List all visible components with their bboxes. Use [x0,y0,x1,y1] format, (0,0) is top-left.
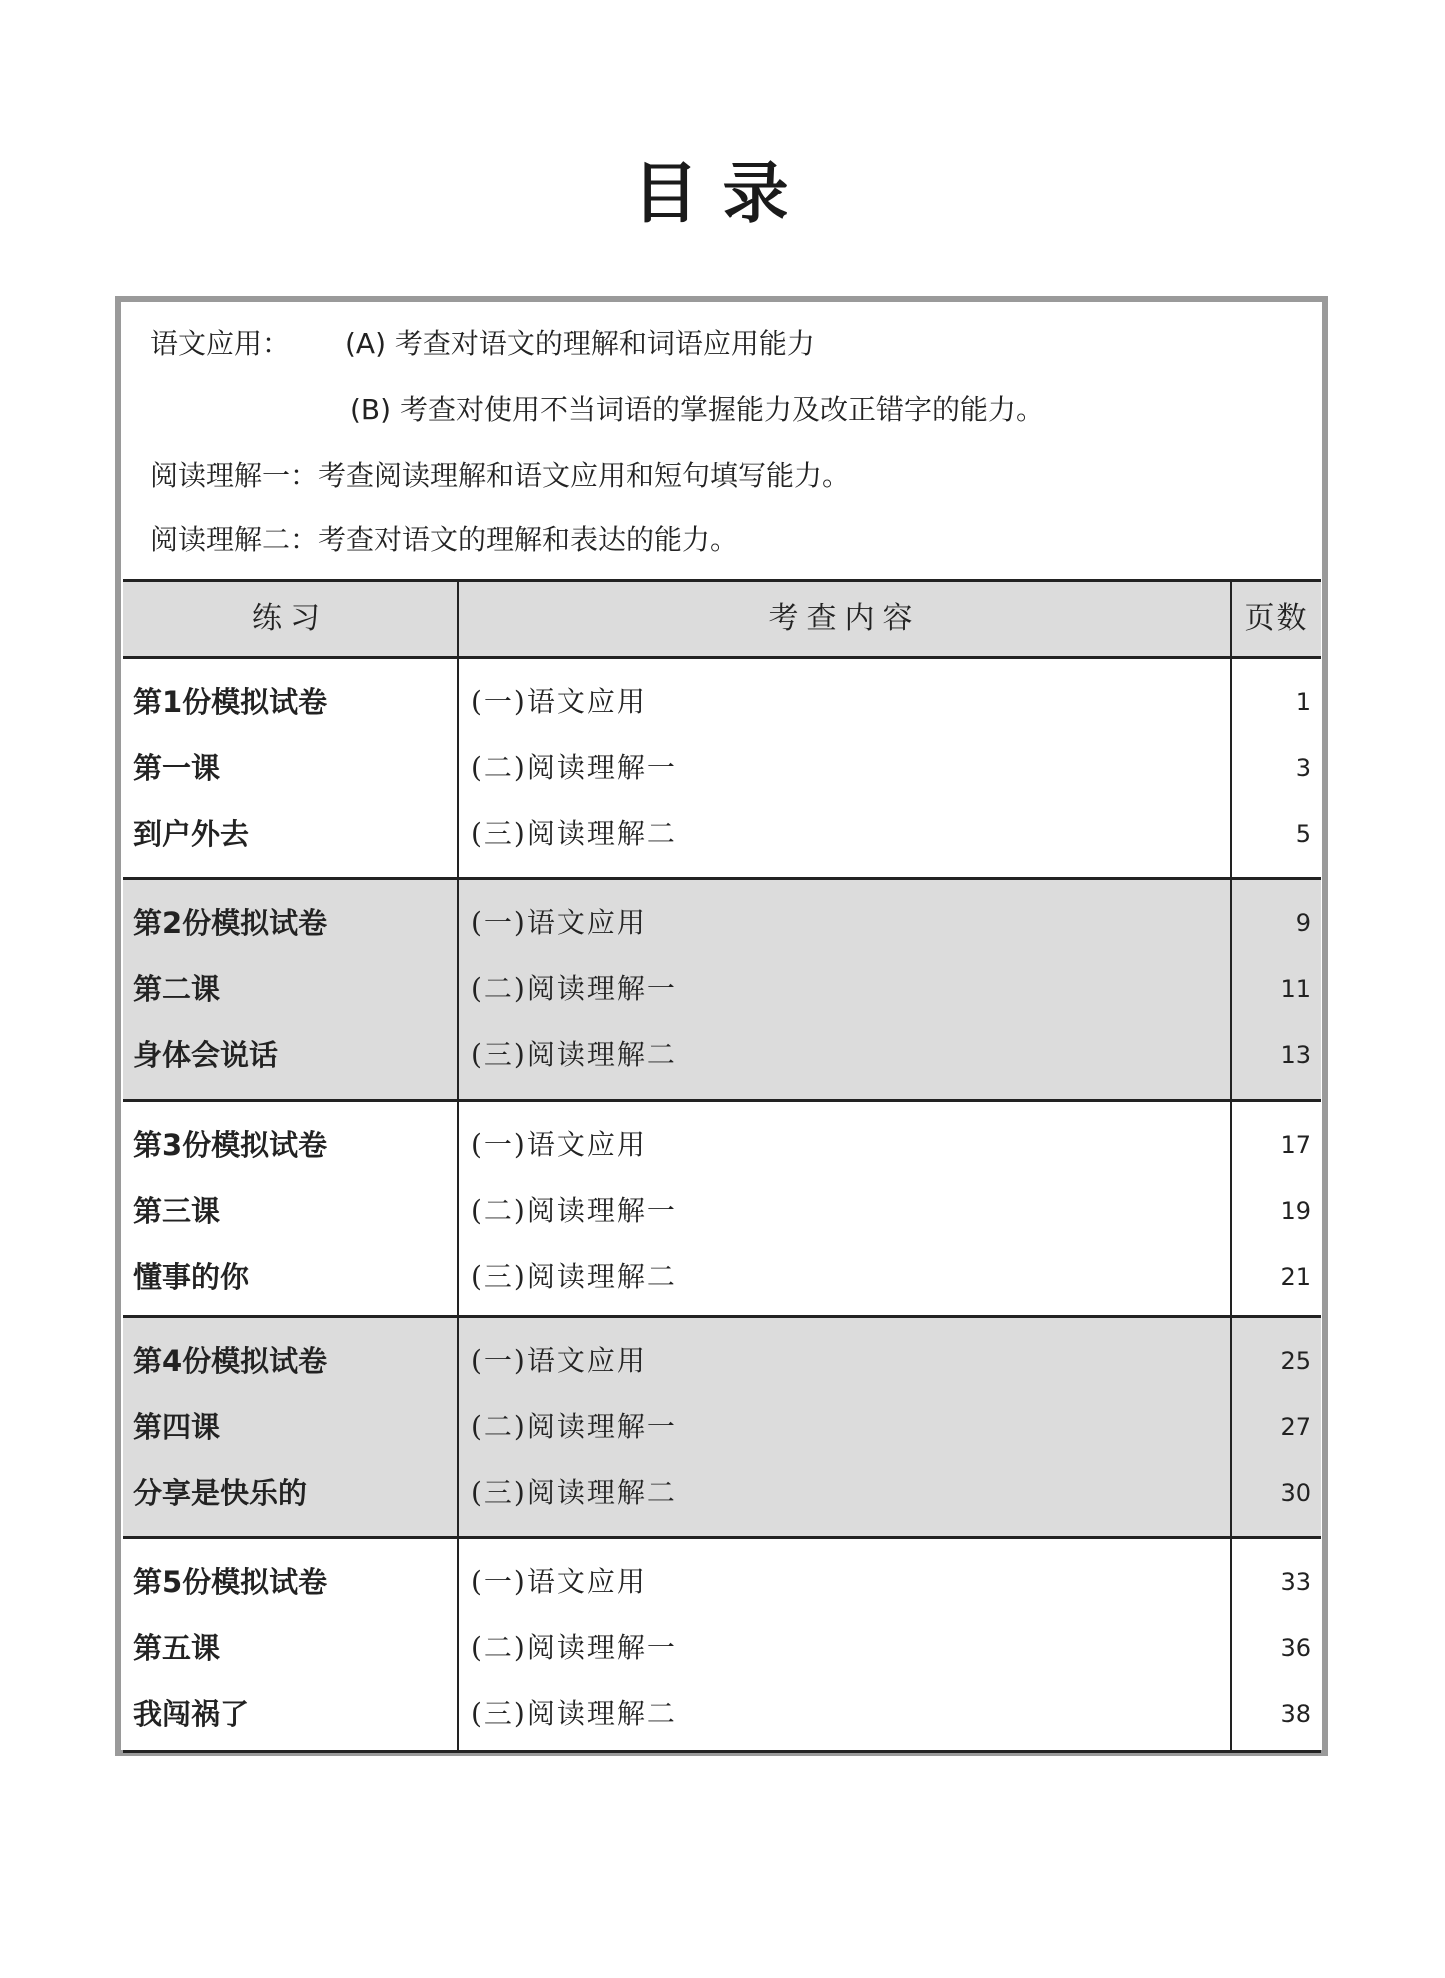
intro-line [150,322,815,362]
table-row [123,1549,1321,1615]
page-cell: 5 [1295,820,1311,848]
content-cell: (一)语文应用 [471,685,647,718]
exercise-cell: 身体会说话 [133,1038,279,1072]
content-cell: (二)阅读理解一 [471,751,677,784]
page-cell: 30 [1280,1479,1311,1507]
content-cell: (二)阅读理解一 [471,972,677,1005]
table-row [123,1460,1321,1526]
page-cell: 11 [1280,975,1311,1003]
content-cell: (一)语文应用 [471,1128,647,1161]
page-cell: 1 [1295,688,1311,716]
page-cell: 3 [1295,754,1311,782]
page-cell: 25 [1280,1347,1311,1375]
exercise-cell: 第2份模拟试卷 [133,906,328,940]
content-cell: (二)阅读理解一 [471,1194,677,1227]
content-cell: (二)阅读理解一 [471,1410,677,1443]
table-group [123,1102,1321,1318]
exercise-cell: 懂事的你 [133,1260,250,1294]
table-row [123,1178,1321,1244]
page-cell: 38 [1280,1700,1311,1728]
table-row [123,735,1321,801]
exercise-cell: 第二课 [133,972,221,1006]
table-row [123,1244,1321,1310]
intro-line [150,454,850,494]
exercise-cell: 分享是快乐的 [133,1476,308,1510]
page-cell: 13 [1280,1041,1311,1069]
table-group [123,1318,1321,1539]
table-row [123,1112,1321,1178]
page-cell: 17 [1280,1131,1311,1159]
table-group [123,880,1321,1102]
content-cell: (三)阅读理解二 [471,1038,677,1071]
intro-label: 阅读理解一： [150,459,319,492]
intro-text: 考查阅读理解和语文应用和短句填写能力。 [318,459,851,492]
page-cell: 36 [1280,1634,1311,1662]
exercise-cell: 第三课 [133,1194,221,1228]
exercise-cell: 第5份模拟试卷 [133,1565,328,1599]
content-cell: (一)语文应用 [471,1565,647,1598]
table-row [123,1681,1321,1747]
intro-text: (A) 考查对语文的理解和词语应用能力 [345,327,815,360]
intro-line [350,388,1044,428]
page-cell: 27 [1280,1413,1311,1441]
exercise-cell: 第4份模拟试卷 [133,1344,328,1378]
table-row [123,1615,1321,1681]
content-cell: (一)语文应用 [471,1344,647,1377]
page-cell: 33 [1280,1568,1311,1596]
table-row [123,890,1321,956]
table-group [123,659,1321,880]
table-row [123,801,1321,867]
table-row [123,1328,1321,1394]
page-title: 目录 [632,155,813,232]
content-cell: (三)阅读理解二 [471,1697,677,1730]
exercise-cell: 第一课 [133,751,221,785]
exercise-cell: 到户外去 [133,817,250,851]
exercise-cell: 第1份模拟试卷 [133,685,328,719]
page-cell: 21 [1280,1263,1311,1291]
intro-label: 阅读理解二： [150,523,319,556]
exercise-cell: 第四课 [133,1410,221,1444]
exercise-cell: 第五课 [133,1631,221,1665]
header-exercise: 练习 [252,601,328,636]
intro-line [150,518,738,558]
table-row [123,669,1321,735]
intro-text: 考查对语文的理解和表达的能力。 [318,523,739,556]
content-cell: (三)阅读理解二 [471,817,677,850]
content-cell: (一)语文应用 [471,906,647,939]
header-pages: 页数 [1244,601,1309,636]
content-cell: (三)阅读理解二 [471,1260,677,1293]
table-row [123,1394,1321,1460]
page-cell: 19 [1280,1197,1311,1225]
content-cell: (三)阅读理解二 [471,1476,677,1509]
column-divider [457,579,459,1750]
table-group [123,1539,1321,1753]
table-row [123,1022,1321,1088]
table-row [123,956,1321,1022]
page-cell: 9 [1295,909,1311,937]
content-cell: (二)阅读理解一 [471,1631,677,1664]
header-content: 考查内容 [768,601,921,636]
exercise-cell: 我闯祸了 [133,1697,250,1731]
column-divider [1230,579,1232,1750]
intro-label: 语文应用： [150,327,291,360]
exercise-cell: 第3份模拟试卷 [133,1128,328,1162]
intro-text: (B) 考查对使用不当词语的掌握能力及改正错字的能力。 [350,393,1044,426]
